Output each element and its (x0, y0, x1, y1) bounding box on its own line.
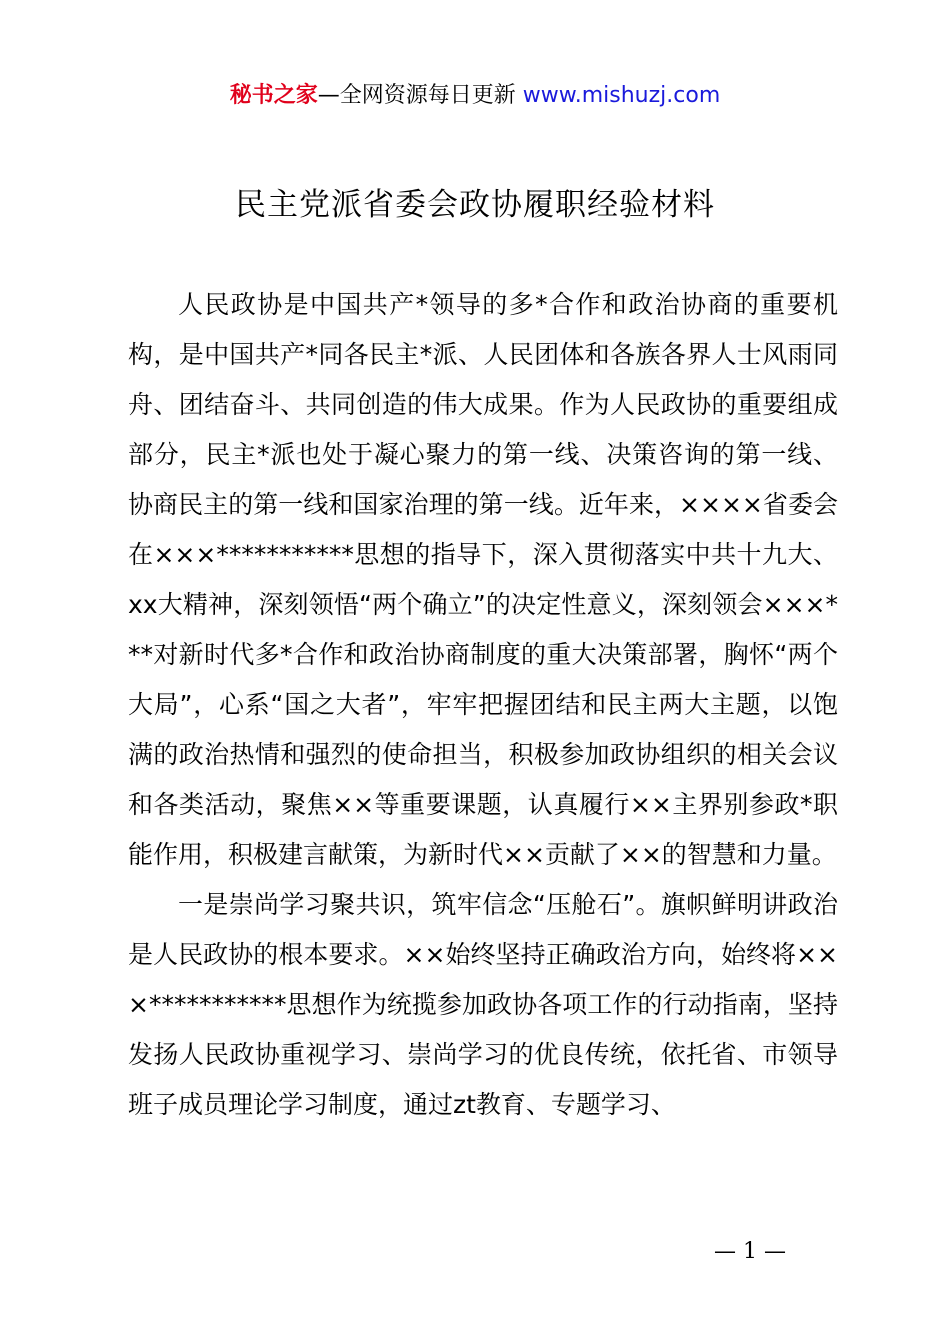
page-number: — 1 — (714, 1239, 786, 1264)
brand-name: 秘书之家 (229, 83, 318, 108)
paragraph-intro: 人民政协是中国共产*领导的多*合作和政治协商的重要机构，是中国共产*同各民主*派、人民团体和各族各界人士风雨同舟、团结奋斗、共同创造的伟大成果。作为人民政协的重要组成部分，民主*派也处于凝心聚力的第一线、决策咨询的第一线、协商民主的第一线和国家治理的第一线。近年来，××××省委会在×××***********思想的指导下，深入贯彻落实中共十九大、xx大精神，深刻领悟“两个确立”的决定性意义，深刻领会×××***对新时代多*合作和政治协商制度的重大决策部署，胸怀“两个大局”，心系“国之大者”，牢牢把握团结和民主两大主题，以饱满的政治热情和强烈的使命担当，积极参加政协组织的相关会议和各类活动，聚焦××等重要课题，认真履行××主界别参政*职能作用，积极建言献策，为新时代××贡献了××的智慧和力量。 (128, 290, 838, 869)
header-slogan: —全网资源每日更新 (317, 83, 523, 108)
site-header (0, 80, 950, 112)
site-url-link[interactable]: www.mishuzj.com (522, 83, 721, 108)
document-title: 民主党派省委会政协履职经验材料 (235, 187, 715, 223)
document-body (128, 280, 838, 1130)
paragraph-point-one: 一是崇尚学习聚共识，筑牢信念“压舱石”。旗帜鲜明讲政治是人民政协的根本要求。××始终坚持正确政治方向，始终将×××***********思想作为统揽参加政协各项工作的行动指南，坚持发扬人民政协重视学习、崇尚学习的优良传统，依托省、市领导班子成员理论学习制度，通过zt教育、专题学习、 (128, 890, 838, 1119)
